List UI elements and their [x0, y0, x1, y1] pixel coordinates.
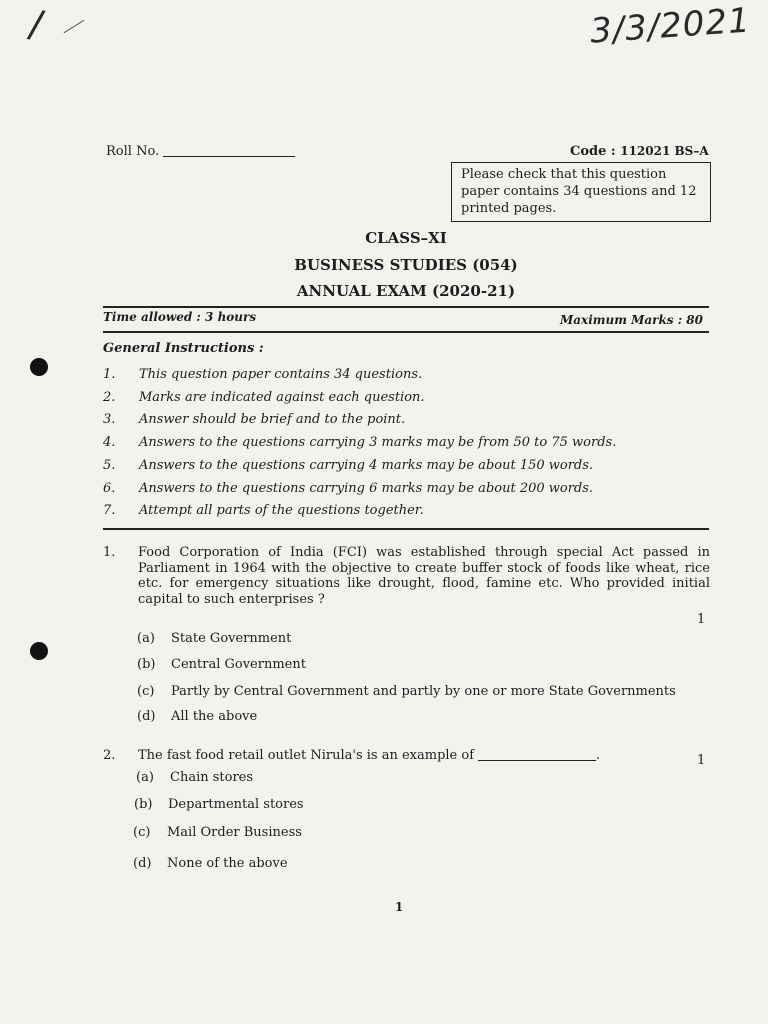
instructions-title: General Instructions : [103, 341, 264, 356]
option-item [133, 825, 302, 845]
option-label: (a) [136, 770, 154, 785]
subject-title: BUSINESS STUDIES (054) [294, 256, 518, 274]
instruction-text: Answers to the questions carrying 6 marks may be about 200 words. [139, 481, 594, 496]
question-marks: 1 [697, 753, 706, 768]
roll-number-field [106, 144, 295, 159]
maximum-marks: Maximum Marks : 80 [560, 313, 704, 327]
option-label: (c) [133, 825, 151, 840]
page-check-notice: Please check that this question paper contains 34 questions and 12 printed pages. [451, 162, 711, 222]
instruction-number: 4. [103, 435, 116, 450]
question-text: Food Corporation of India (FCI) was established through special Act passed in Parliament in 1964 with the objective to create buffer stock of foods like wheat, rice etc. for emergency situations like drought, flood, famine etc. Who provided initial capital to such enterprises ? [138, 545, 710, 607]
class-title: CLASS–XI [365, 229, 447, 247]
option-item [137, 657, 306, 677]
punch-hole-bottom [30, 642, 48, 660]
code-label: Code : [570, 144, 616, 159]
exam-title: ANNUAL EXAM (2020-21) [296, 282, 516, 300]
instruction-item [103, 458, 703, 478]
paper-code [570, 144, 709, 159]
option-label: (b) [134, 797, 153, 812]
option-label: (d) [133, 856, 152, 871]
instruction-text: Attempt all parts of the questions together. [139, 503, 424, 518]
option-item [137, 709, 257, 729]
instruction-item [103, 390, 703, 410]
option-text: Mail Order Business [167, 825, 302, 840]
instruction-item [103, 481, 703, 501]
option-label: (c) [137, 684, 155, 699]
instruction-item [103, 367, 703, 387]
page-number: 1 [394, 900, 404, 914]
roll-number-label: Roll No. [106, 144, 160, 159]
question-1 [103, 545, 713, 615]
roll-number-blank [163, 156, 295, 157]
handwritten-mark: / [25, 1, 48, 47]
option-item [137, 631, 291, 651]
instruction-text: Marks are indicated against each question. [139, 390, 425, 405]
option-label: (a) [137, 631, 155, 646]
answer-blank [478, 760, 596, 761]
instruction-item [103, 435, 703, 455]
divider [103, 306, 709, 308]
question-marks: 1 [697, 612, 706, 627]
instruction-item [103, 503, 703, 523]
option-text: All the above [171, 709, 258, 724]
pen-stroke [64, 20, 85, 34]
option-item [134, 797, 304, 817]
option-text: Departmental stores [168, 797, 304, 812]
question-number: 1. [103, 545, 116, 560]
option-text: Partly by Central Government and partly by one or more State Governments [171, 684, 676, 699]
instruction-text: Answer should be brief and to the point. [139, 412, 406, 427]
instruction-number: 3. [103, 412, 116, 427]
question-text: The fast food retail outlet Nirula's is an example of [138, 748, 475, 763]
instruction-item [103, 412, 703, 432]
question-text-line [138, 748, 710, 764]
time-allowed: Time allowed : 3 hours [103, 310, 257, 324]
instruction-text: This question paper contains 34 questions. [139, 367, 423, 382]
option-item [133, 856, 288, 876]
option-label: (b) [137, 657, 156, 672]
question-number: 2. [103, 748, 116, 763]
question-text-end: . [596, 748, 601, 763]
instruction-number: 7. [103, 503, 116, 518]
instruction-number: 6. [103, 481, 116, 496]
option-item [136, 770, 253, 790]
question-2 [103, 748, 713, 768]
instruction-text: Answers to the questions carrying 3 marks may be from 50 to 75 words. [139, 435, 617, 450]
option-text: None of the above [167, 856, 288, 871]
option-text: State Government [171, 631, 292, 646]
instruction-text: Answers to the questions carrying 4 marks may be about 150 words. [139, 458, 594, 473]
option-text: Central Government [171, 657, 306, 672]
option-text: Chain stores [170, 770, 254, 785]
handwritten-date: 3/3/2021 [588, 0, 752, 52]
instruction-number: 1. [103, 367, 116, 382]
instruction-number: 5. [103, 458, 116, 473]
option-label: (d) [137, 709, 156, 724]
option-item [137, 684, 676, 704]
divider [103, 331, 709, 333]
divider [103, 528, 709, 530]
instruction-number: 2. [103, 390, 116, 405]
punch-hole-top [30, 358, 48, 376]
code-value: 112021 BS–A [620, 144, 709, 158]
